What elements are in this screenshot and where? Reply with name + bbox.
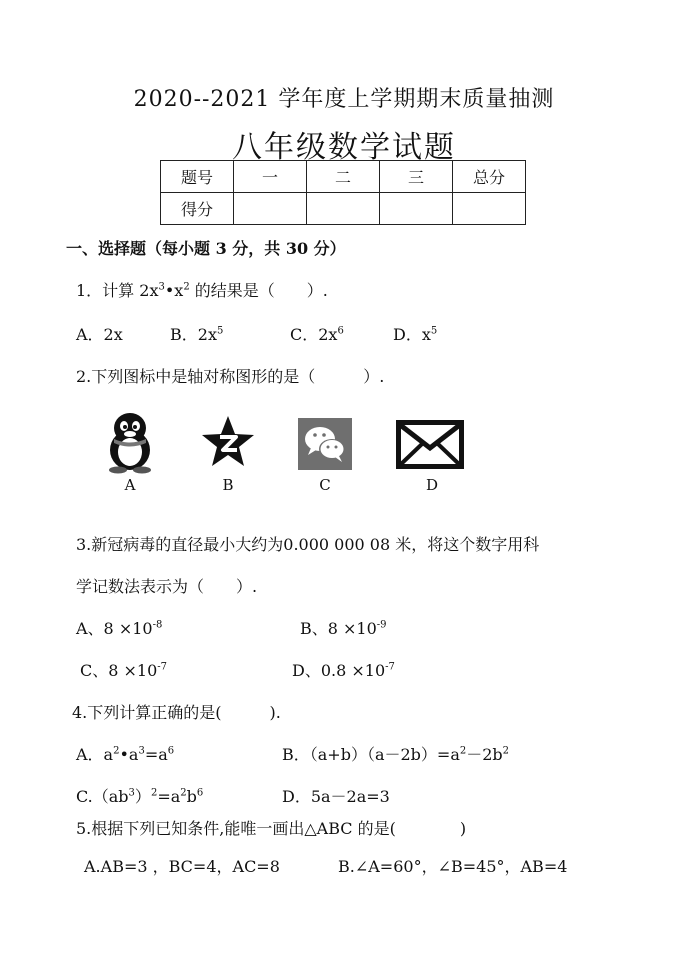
score-table-blank-cell	[307, 193, 380, 225]
q2-label-b: B	[222, 476, 234, 494]
score-table-blank-cell	[453, 193, 526, 225]
q1-stem-text: 1．计算 2x	[76, 281, 159, 300]
q4-exponent: 3	[128, 787, 135, 799]
q4-exponent: 6	[196, 787, 204, 799]
q3-option-c-text: C、8 ×10	[80, 661, 158, 680]
star-z-icon	[198, 412, 268, 482]
q5-stem: 5.根据下列已知条件,能唯一画出△ABC 的是( )	[76, 819, 467, 838]
score-table-cell: 三	[380, 161, 453, 193]
q1-exponent: 2	[183, 281, 190, 293]
score-table	[160, 160, 526, 225]
q4-option-b	[282, 742, 509, 765]
q1-exponent: 5	[216, 325, 224, 337]
q4-option-d: D．5a－2a=3	[282, 787, 390, 806]
q2-label-d: D	[425, 476, 439, 494]
q5-option-a: A.AB=3 ，BC=4，AC=8	[84, 857, 280, 876]
q3-exponent: -7	[157, 661, 168, 673]
q2-label-a: A	[124, 476, 136, 494]
score-table-blank-cell	[380, 193, 453, 225]
q4-text: －2b	[466, 745, 503, 764]
q1-stem-text: •x	[164, 281, 184, 300]
q3-option-b	[300, 616, 387, 639]
q1-exponent: 3	[158, 281, 165, 293]
q3-option-c	[80, 658, 167, 681]
q4-text: =a	[157, 787, 181, 806]
exam-subtitle: 八年级数学试题	[232, 130, 456, 165]
q3-exponent: -8	[152, 619, 163, 631]
exam-title: 2020--2021 学年度上学期期末质量抽测	[133, 87, 555, 112]
q3-exponent: -9	[376, 619, 387, 631]
q4-text: b	[186, 787, 197, 806]
score-table-blank-cell	[234, 193, 307, 225]
q5-option-b: B.∠A=60°，∠B=45°，AB=4	[338, 857, 568, 876]
q1-stem-text: 的结果是（ ）.	[189, 281, 328, 300]
score-table-cell: 一	[234, 161, 307, 193]
score-table-cell: 得分	[161, 193, 234, 225]
q4-text: =a	[144, 745, 168, 764]
score-table-header-row	[161, 161, 526, 193]
penguin-icon	[100, 412, 170, 482]
q3-option-d-text: D、0.8 ×10	[292, 661, 386, 680]
q3-exponent: -7	[385, 661, 395, 673]
q4-option-c	[76, 784, 203, 807]
q3-stem-line2: 学记数法表示为（ ）.	[76, 577, 258, 596]
q4-exponent: 2	[459, 745, 467, 757]
q4-exponent: 2	[113, 745, 120, 757]
q1-option-b-text: B．2x	[170, 325, 217, 344]
score-table-score-row	[161, 193, 526, 225]
q4-exponent: 2	[502, 745, 510, 757]
score-table-cell: 总分	[453, 161, 526, 193]
q4-exponent: 6	[167, 745, 175, 757]
q4-stem: 4.下列计算正确的是( ).	[72, 703, 281, 722]
q3-option-a-text: A、8 ×10	[76, 619, 153, 638]
q4-option-a	[76, 742, 174, 765]
q1-exponent: 5	[430, 325, 438, 337]
q1-option-a: A．2x	[76, 325, 123, 344]
q4-exponent: 2	[180, 787, 187, 799]
score-table-cell: 二	[307, 161, 380, 193]
q2-label-c: C	[319, 476, 331, 494]
q3-option-b-text: B、8 ×10	[300, 619, 377, 638]
q1-exponent: 6	[337, 325, 344, 337]
q4-text: •a	[119, 745, 139, 764]
q1-option-c	[290, 322, 344, 345]
q1-option-c-text: C．2x	[290, 325, 338, 344]
q4-text: A．a	[76, 745, 114, 764]
q4-text: C.（ab	[76, 787, 129, 806]
q3-stem-line1: 3.新冠病毒的直径最小大约为0.000 000 08 米，将这个数字用科	[76, 535, 540, 554]
q1-stem	[76, 278, 328, 301]
q4-exponent: 2	[150, 787, 158, 799]
q4-text: B．（a+b）（a－2b）=a	[282, 745, 460, 764]
q3-option-d	[292, 658, 395, 681]
q2-stem: 2.下列图标中是轴对称图形的是（ ）.	[76, 367, 385, 386]
q1-option-b	[170, 322, 223, 345]
score-table-cell: 题号	[161, 161, 234, 193]
q1-option-d-text: D．x	[393, 325, 431, 344]
q4-exponent: 3	[138, 745, 145, 757]
section1-heading: 一、选择题（每小题 3 分，共 30 分）	[66, 239, 346, 258]
q1-option-d	[393, 322, 437, 345]
q4-text: ）	[134, 787, 151, 806]
q3-option-a	[76, 616, 162, 639]
